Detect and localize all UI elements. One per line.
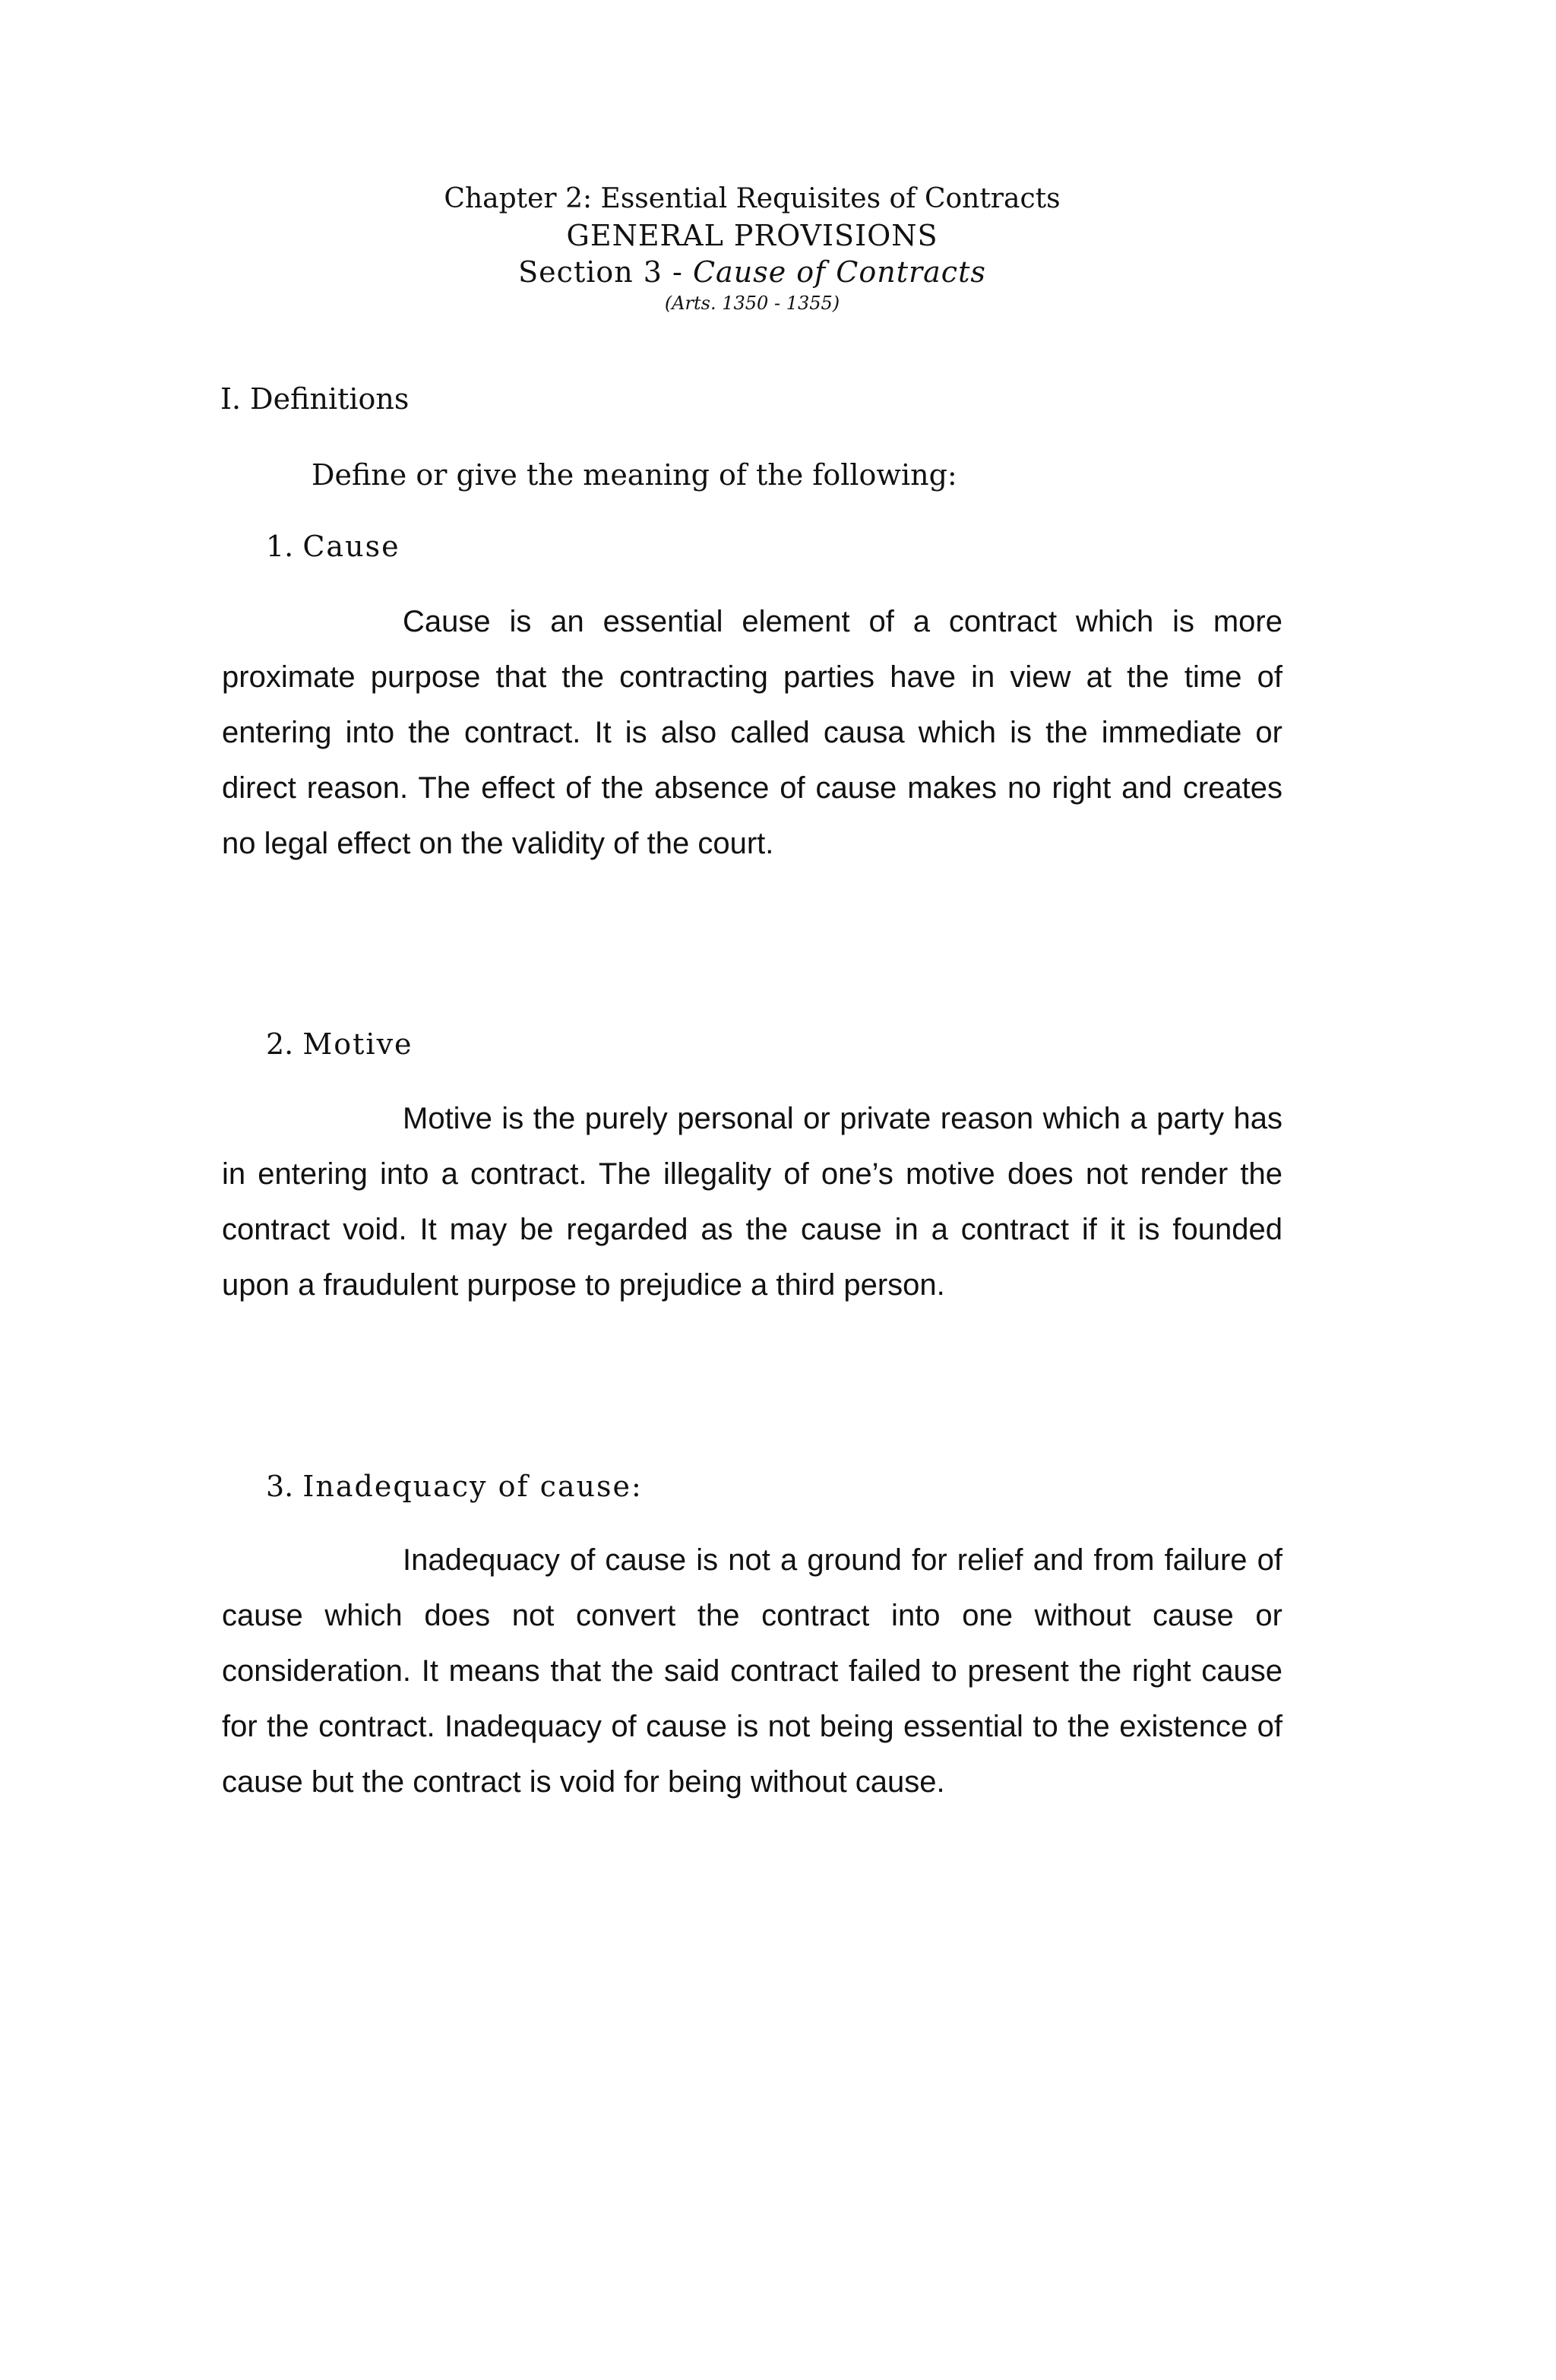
term-number: 2. [266, 1027, 294, 1061]
term-number: 1. [266, 530, 294, 563]
term-heading-cause [266, 527, 400, 565]
section-title [0, 254, 1504, 290]
term-name: Motive [302, 1027, 413, 1061]
term-name: Inadequacy of cause: [302, 1470, 643, 1503]
document-header [0, 181, 1504, 316]
instruction-text: Define or give the meaning of the following: [312, 458, 957, 492]
articles-range: (Arts. 1350 - 1355) [664, 293, 840, 314]
section-prefix: Section 3 - [518, 255, 693, 289]
term-number: 3. [266, 1470, 294, 1503]
definition-inadequacy: Inadequacy of cause is not a ground for relief and from failure of cause which does not convert the contract into one without cause or consideration. It means that the said contract failed to present the right cause for the contract. Inadequacy of cause is not being essential to the existence of cause but the contract is void for being without cause. [222, 1543, 1282, 1799]
definition-cause: Cause is an essential element of a contract which is more proximate purpose that the contracting parties have in view at the time of entering into the contract. It is also called causa which is the immediate or direct reason. The effect of the absence of cause makes no right and creates no legal effect on the validity of the court. [222, 605, 1282, 860]
term-heading-inadequacy [266, 1467, 643, 1505]
term-heading-motive [266, 1025, 413, 1063]
general-provisions-title: GENERAL PROVISIONS [566, 219, 938, 252]
section-name: Cause of Contracts [692, 255, 986, 289]
chapter-title: Chapter 2: Essential Requisites of Contracts [444, 183, 1061, 214]
term-name: Cause [302, 530, 400, 563]
definition-motive: Motive is the purely personal or private reason which a party has in entering into a contract. The illegality of one’s motive does not render the contract void. It may be regarded as the cause in a contract if it is founded upon a fraudulent purpose to prejudice a third person. [222, 1102, 1282, 1302]
part-heading: I. Definitions [220, 382, 410, 416]
